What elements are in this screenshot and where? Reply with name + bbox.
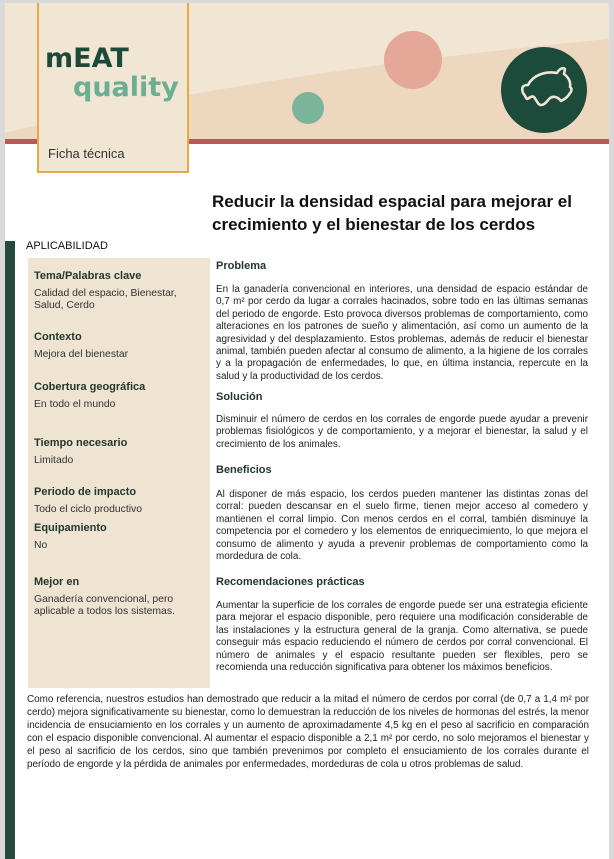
info-value: En todo el mundo — [34, 398, 116, 410]
info-key: Equipamiento — [34, 522, 107, 534]
info-value: Todo el ciclo productivo — [34, 503, 143, 515]
info-value: No — [34, 539, 48, 551]
section-heading-beneficios: Beneficios — [216, 464, 272, 476]
info-item — [34, 437, 204, 467]
info-item — [34, 381, 204, 411]
section-text-problema: En la ganadería convencional en interiores, una densidad de espacio estándar de 0,7 m² por cerdo da lugar a corrales hacinados, sobre todo en las últimas semanas del periodo de engorde. Esto provoca diversos problemas de comportamiento, como alteraciones en los patrones de sueño y alimentación, así como un aumento de la agresividad y del desplazamiento. Estos problemas, además de reducir el bienestar animal, también pueden afectar al consumo de alimento, a la higiene de los corrales y a la propagación de enfermedades, lo que, en última instancia, repercute en la salud y la productividad de los cerdos. — [216, 284, 588, 382]
info-key: Mejor en — [34, 576, 80, 588]
info-key: Contexto — [34, 331, 82, 343]
applicability-heading: APLICABILIDAD — [26, 240, 108, 252]
info-value: Calidad del espacio, Bienestar, Salud, Cerdo — [34, 287, 177, 311]
info-item — [34, 270, 204, 313]
info-item — [34, 486, 204, 516]
info-item — [34, 522, 204, 552]
section-text-beneficios: Al disponer de más espacio, los cerdos pueden mantener las distintas zonas del corral: pueden descansar en el suelo firme, tienen mejor acceso al comedero y mantienen el corral limpio. Con menos cerdos en el corral, también disminuye la competencia por el comedero y los elementos de enriquecimiento, lo que mejora el consumo de alimento y ayuda a prevenir problemas de comportamiento como la mordedura de cola. — [216, 489, 588, 563]
left-accent-bar — [5, 241, 15, 859]
pig-icon — [501, 47, 587, 133]
info-key: Periodo de impacto — [34, 486, 137, 498]
section-heading-problema: Problema — [216, 260, 267, 272]
info-value: Ganadería convencional, pero aplicable a todos los sistemas. — [34, 593, 175, 617]
section-text-recomendaciones: Aumentar la superficie de los corrales de engorde puede ser una estrategia eficiente para mejorar el espacio disponible, pero requiere una modificación considerable de las instalaciones y la estructura general de la granja. Como alternativa, se puede conseguir más espacio reduciendo el número de cerdos por corral convencional. El número de animales y el espacio resultante pueden ser flexibles, pero se recomienda una reducción significativa para obtener los máximos beneficios. — [216, 600, 588, 674]
applicability-panel — [28, 258, 210, 688]
info-key: Cobertura geográfica — [34, 381, 146, 393]
logo-quality: quality — [73, 72, 179, 103]
logo-meat: mEAT — [45, 43, 129, 74]
section-heading-recomendaciones: Recomendaciones prácticas — [216, 576, 365, 588]
section-heading-solucion: Solución — [216, 391, 263, 403]
page-title: Reducir la densidad espacial para mejorar el crecimiento y el bienestar de los cerdos — [212, 192, 572, 234]
salmon-circle — [384, 31, 442, 89]
info-value: Mejora del bienestar — [34, 348, 129, 360]
info-item — [34, 331, 204, 361]
info-item — [34, 576, 204, 619]
reference-paragraph: Como referencia, nuestros estudios han demostrado que reducir a la mitad el número de cerdos por corral (de 0,7 a 1,4 m² por cerdo) mejora significativamente su bienestar, como lo demuestran la reducción de los niveles de hormonas del estrés, la menor incidencia de ensuciamiento en los corrales y un aumento de aproximadamente 4,5 kg en el peso al sacrificio en comparación con el espacio disponible convencional. Al aumentar el espacio disponible a 2,1 m² por cerdo, no solo mejoramos el bienestar y el peso al sacrificio de los cerdos, sino que también prevenimos por completo el ensuciamiento de los corrales durante el período de engorde y la pérdida de animales por enfermedades, mordeduras de cola u otros problemas de salud. — [27, 694, 589, 770]
info-key: Tiempo necesario — [34, 437, 128, 449]
section-text-solucion: Disminuir el número de cerdos en los corrales de engorde puede ayudar a prevenir problemas fisiológicos y de comportamiento, y a mejorar el bienestar, la salud y el crecimiento de los animales. — [216, 414, 588, 450]
info-value: Limitado — [34, 454, 74, 466]
document-page — [5, 3, 609, 859]
info-key: Tema/Palabras clave — [34, 270, 142, 282]
logo-panel — [37, 3, 189, 173]
doc-type-label: Ficha técnica — [48, 146, 125, 161]
mint-circle — [292, 92, 324, 124]
